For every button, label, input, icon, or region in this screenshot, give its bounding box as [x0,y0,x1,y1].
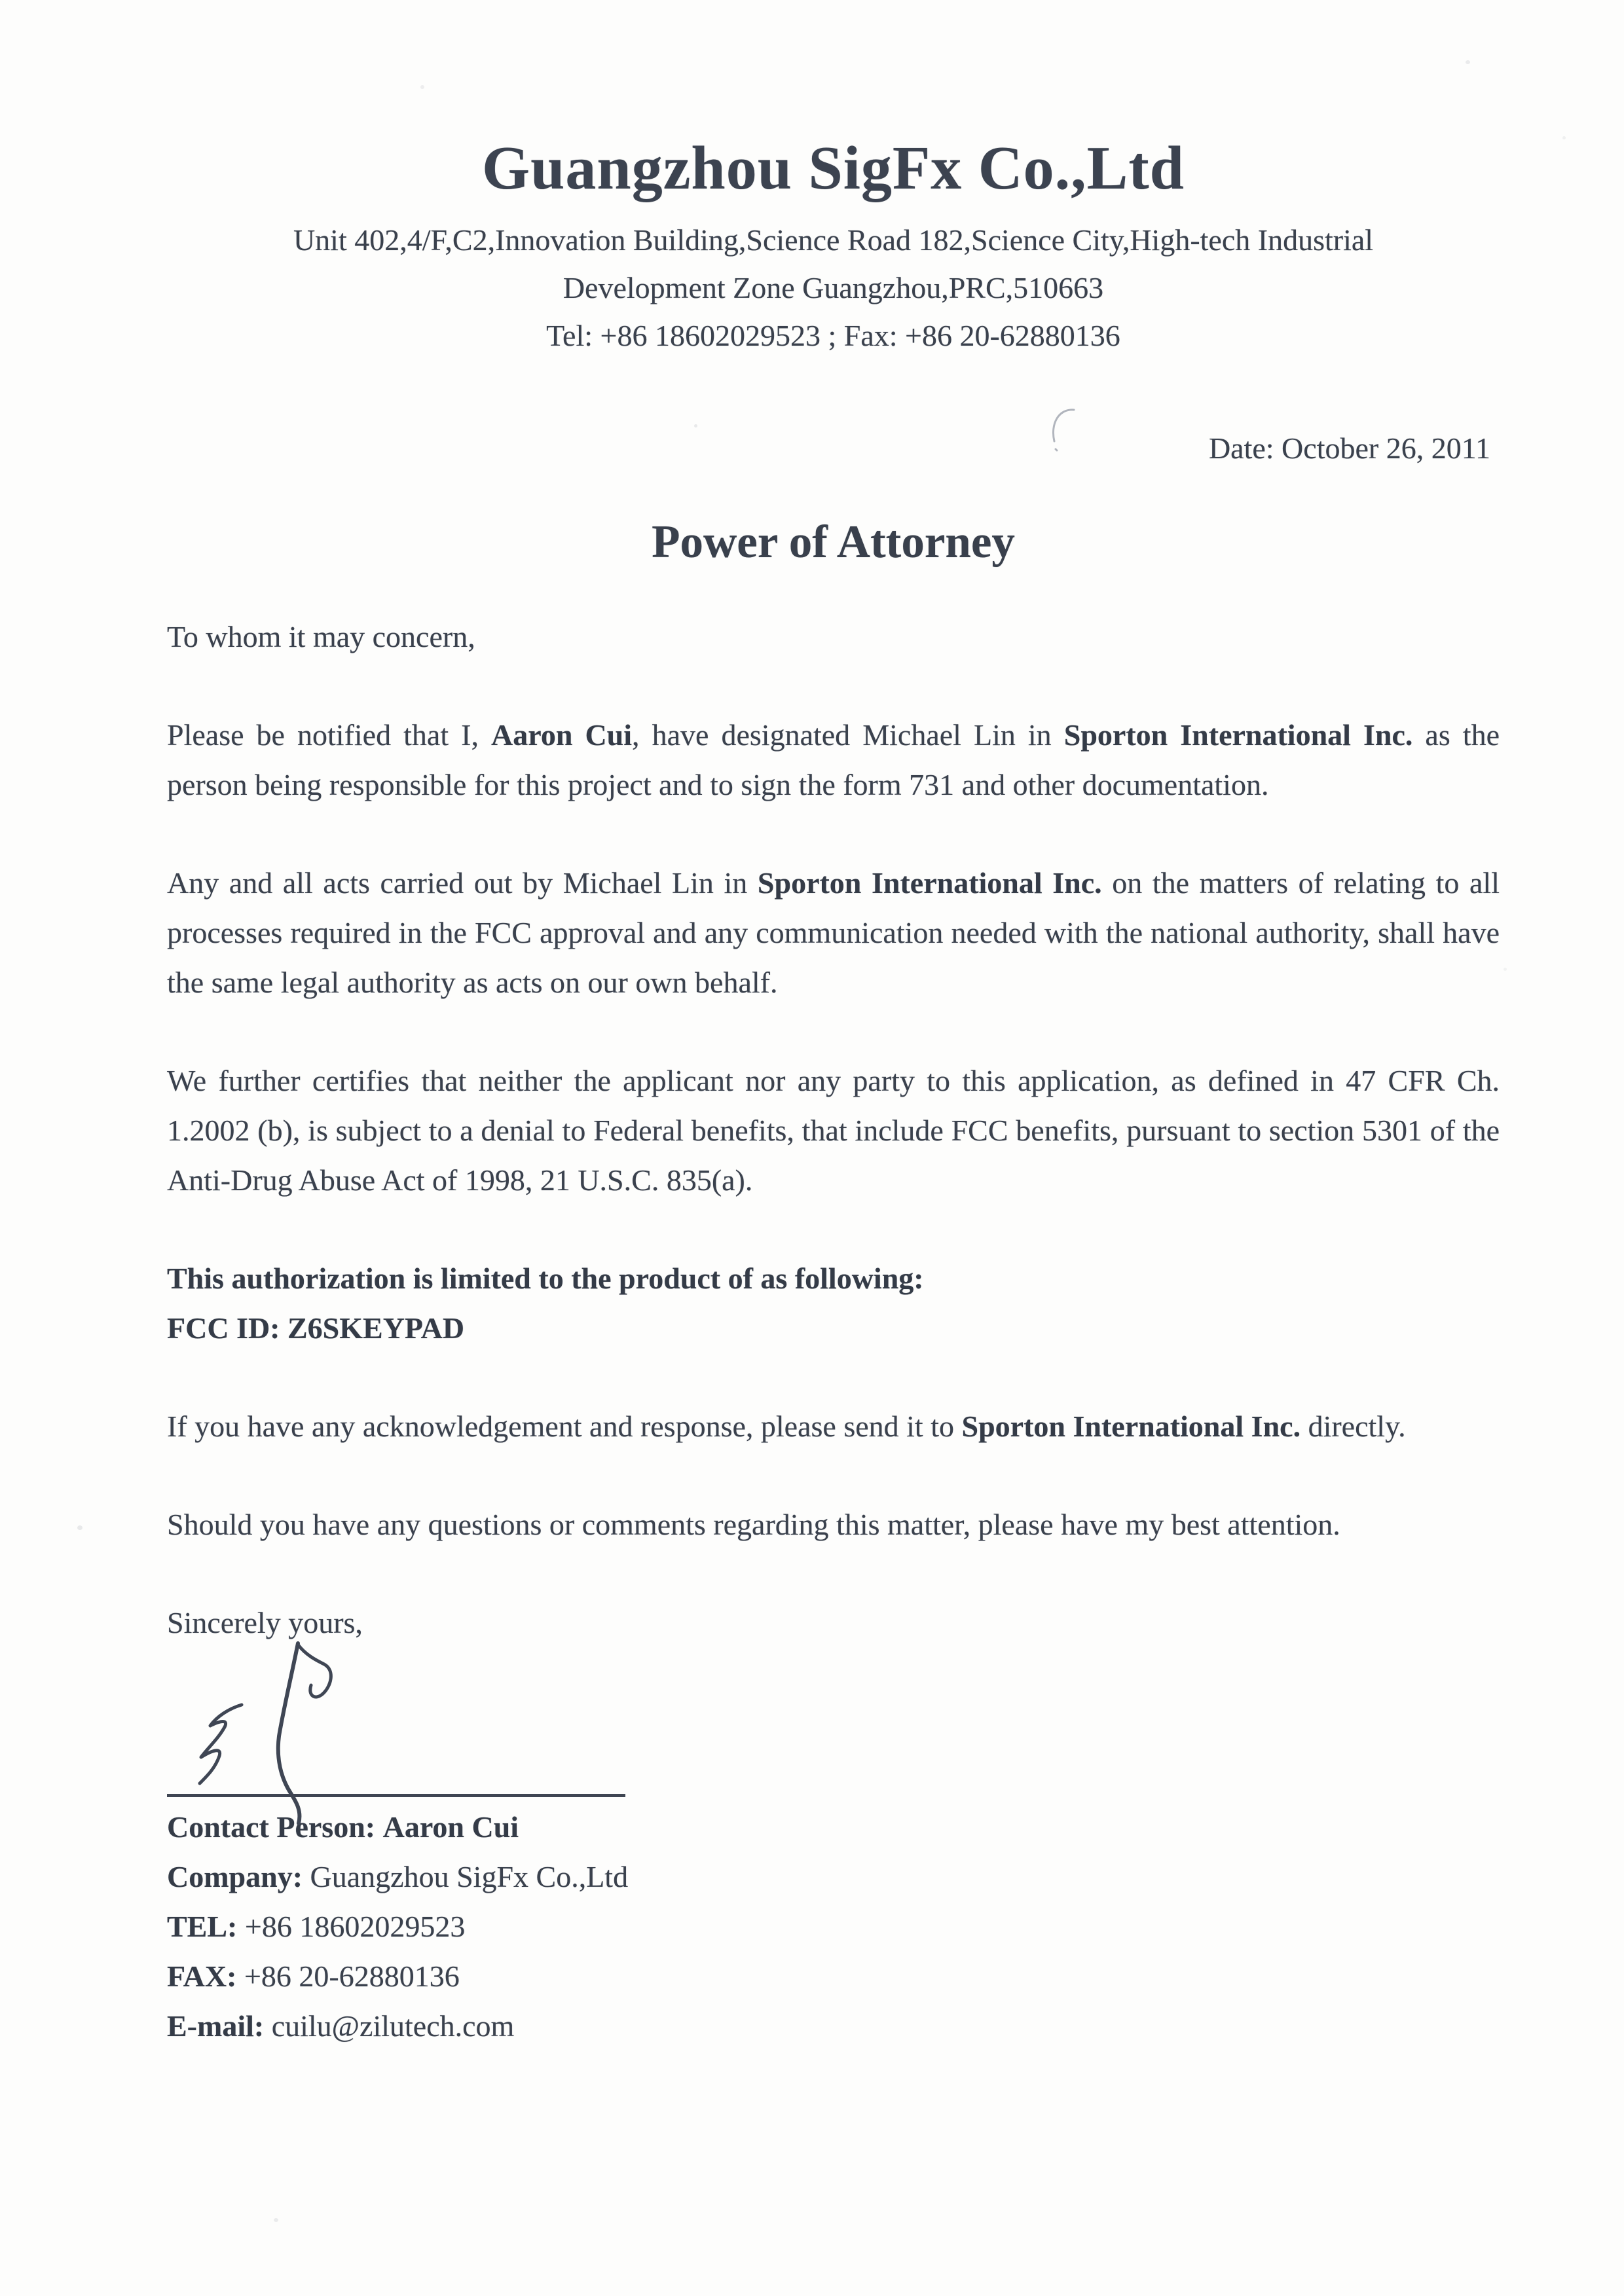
date-line: Date: October 26, 2011 [1208,431,1490,465]
scan-speck [420,85,424,89]
contact-company-line [167,1852,1500,1902]
paragraph-designation [167,710,1500,810]
letter-content [167,0,1500,2051]
signature-underline [167,1794,625,1797]
contact-email-label: E-mail: [167,2009,265,2043]
sporton-name-bold: Sporton International Inc. [961,1410,1301,1443]
contact-person-line [167,1802,1500,1852]
contact-fax-line [167,1952,1500,2001]
paragraph-acts [167,858,1500,1008]
contact-block [167,1802,1500,2051]
scan-speck [1562,136,1566,139]
scan-speck [694,424,697,428]
contact-fax-value: +86 20-62880136 [244,1959,460,1993]
paragraph-text: Any and all acts carried out by Michael Lin in [167,866,758,900]
address-line-2: Development Zone Guangzhou,PRC,510663 [563,271,1104,304]
pencil-curl-scan-mark [1046,401,1086,453]
authorization-block [167,1254,1500,1353]
paragraph-text: directly. [1301,1410,1406,1443]
signature-area [167,1648,1500,1797]
address-line-1: Unit 402,4/F,C2,Innovation Building,Science Road 182,Science City,High-tech Industrial [293,223,1374,257]
handwritten-signature [193,1638,350,1828]
sporton-name-bold: Sporton International Inc. [757,866,1102,900]
salutation: To whom it may concern, [167,620,475,653]
paragraph-questions: Should you have any questions or comments regarding this matter, please have my best attention. [167,1508,1340,1541]
letterhead-company-name: Guangzhou SigFx Co.,Ltd [482,134,1185,202]
paragraph-text: on the matters of relating to all processes required in the FCC approval and any communication needed with the national authority, shall have the same legal authority as acts on our own behalf. [167,866,1500,999]
scan-speck [1504,968,1507,971]
paragraph-text: as the person being responsible for this project and to sign the form 731 and other documentation. [167,718,1500,801]
contact-tel-value: +86 18602029523 [244,1910,466,1943]
paragraph-text: , have designated Michael Lin in [632,718,1064,752]
contact-person-label: Contact Person: [167,1810,376,1844]
fcc-id-line: FCC ID: Z6SKEYPAD [167,1311,465,1345]
authorization-heading: This authorization is limited to the product of as following: [167,1262,924,1295]
contact-tel-label: TEL: [167,1910,238,1943]
paragraph-text: If you have any acknowledgement and response, please send it to [167,1410,962,1443]
contact-email-value: cuilu@zilutech.com [271,2009,515,2043]
tel-fax-line: Tel: +86 18602029523 ; Fax: +86 20-62880136 [546,319,1120,352]
document-title: Power of Attorney [652,517,1015,568]
contact-tel-line [167,1902,1500,1952]
contact-company-value: Guangzhou SigFx Co.,Ltd [310,1860,629,1893]
scan-speck [274,2218,278,2222]
contact-email-line [167,2001,1500,2051]
designee-name-bold: Aaron Cui [491,718,633,752]
paragraph-response [167,1402,1500,1451]
scan-speck [1466,60,1470,64]
letterhead-address [167,216,1500,359]
contact-fax-label: FAX: [167,1959,237,1993]
closing-salutation: Sincerely yours, [167,1606,363,1639]
paragraph-text: Please be notified that I, [167,718,492,752]
contact-person-value: Aaron Cui [382,1810,519,1844]
scan-speck [77,1525,83,1530]
contact-company-label: Company: [167,1860,303,1893]
paragraph-certification: We further certifies that neither the applicant nor any party to this application, as defined in 47 CFR Ch. 1.2002 (b), is subject to a denial to Federal benefits, that include FCC benefits, pursuant to section 5301 of the Anti-Drug Abuse Act of 1998, 21 U.S.C. 835(a). [167,1064,1500,1197]
sporton-name-bold: Sporton International Inc. [1063,718,1413,752]
